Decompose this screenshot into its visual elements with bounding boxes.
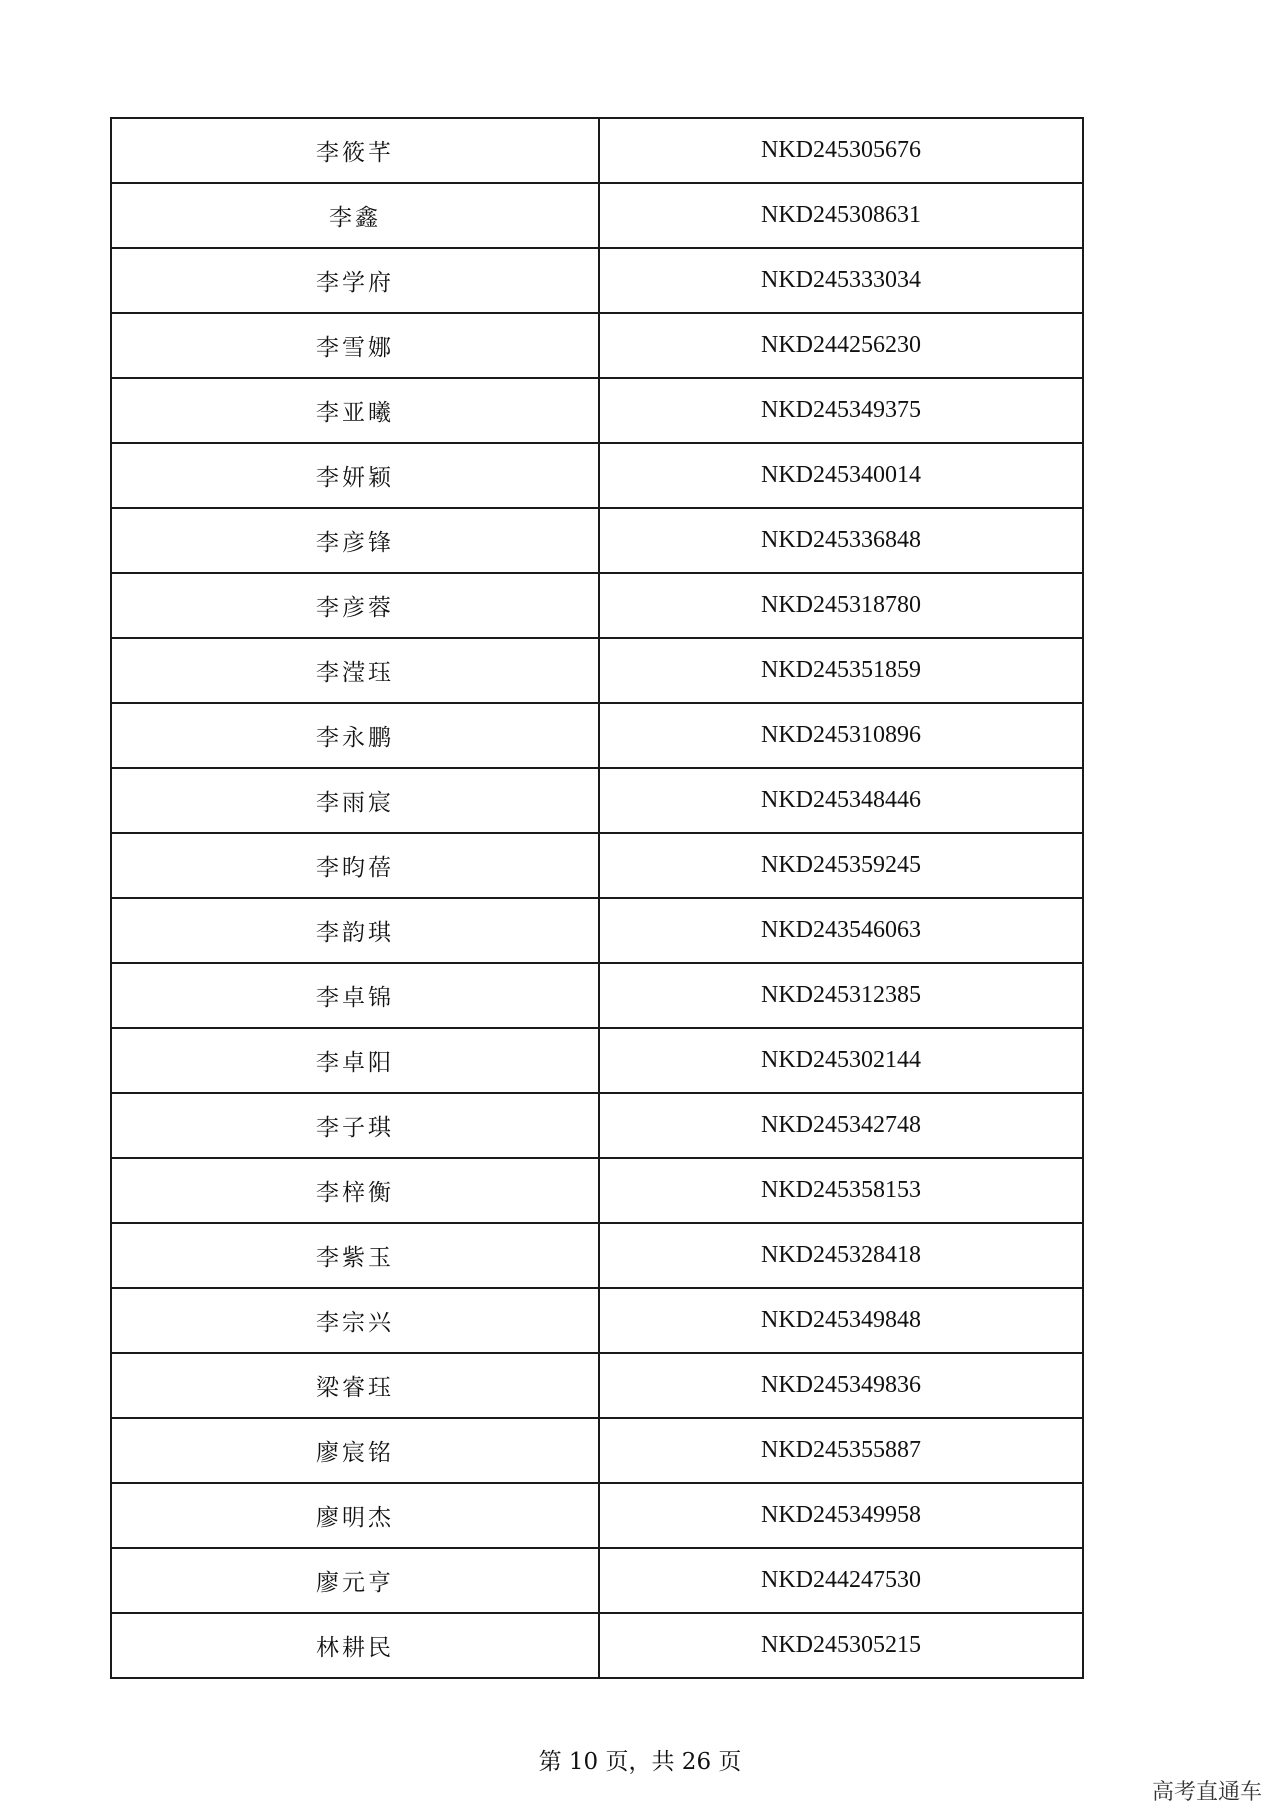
id-cell: NKD245351859 (599, 638, 1083, 703)
id-cell: NKD245318780 (599, 573, 1083, 638)
id-cell: NKD245310896 (599, 703, 1083, 768)
name-cell: 李雨宸 (111, 768, 599, 833)
table-row (111, 508, 1083, 573)
table-row (111, 248, 1083, 313)
table-row (111, 703, 1083, 768)
page-number-text: 第 10 页，共 26 页 (538, 1749, 742, 1775)
table-row (111, 768, 1083, 833)
table-row (111, 573, 1083, 638)
name-cell: 李梓衡 (111, 1158, 599, 1223)
table-row (111, 443, 1083, 508)
table-row (111, 118, 1083, 183)
id-cell: NKD245355887 (599, 1418, 1083, 1483)
name-cell: 李学府 (111, 248, 599, 313)
id-cell: NKD245302144 (599, 1028, 1083, 1093)
name-cell: 林耕民 (111, 1613, 599, 1678)
watermark-text: 高考直通车 (1151, 1780, 1262, 1805)
id-cell: NKD245342748 (599, 1093, 1083, 1158)
table-row (111, 638, 1083, 703)
name-cell: 李宗兴 (111, 1288, 599, 1353)
name-cell: 李永鹏 (111, 703, 599, 768)
name-cell: 梁睿珏 (111, 1353, 599, 1418)
id-cell: NKD245358153 (599, 1158, 1083, 1223)
id-cell: NKD245308631 (599, 183, 1083, 248)
table-row (111, 898, 1083, 963)
name-cell: 李鑫 (111, 183, 599, 248)
table-row (111, 833, 1083, 898)
id-cell: NKD245349836 (599, 1353, 1083, 1418)
table-row (111, 1158, 1083, 1223)
name-cell: 廖宸铭 (111, 1418, 599, 1483)
id-cell: NKD245328418 (599, 1223, 1083, 1288)
table-row (111, 1418, 1083, 1483)
name-cell: 李雪娜 (111, 313, 599, 378)
table-row (111, 183, 1083, 248)
table-row (111, 1613, 1083, 1678)
id-cell: NKD244256230 (599, 313, 1083, 378)
name-cell: 李紫玉 (111, 1223, 599, 1288)
id-cell: NKD244247530 (599, 1548, 1083, 1613)
name-cell: 李昀蓓 (111, 833, 599, 898)
table-row (111, 1548, 1083, 1613)
name-cell: 李筱芊 (111, 118, 599, 183)
id-cell: NKD245312385 (599, 963, 1083, 1028)
name-cell: 李卓阳 (111, 1028, 599, 1093)
id-cell: NKD245348446 (599, 768, 1083, 833)
id-cell: NKD245305215 (599, 1613, 1083, 1678)
name-cell: 李彦锋 (111, 508, 599, 573)
table-row (111, 1483, 1083, 1548)
name-cell: 李韵琪 (111, 898, 599, 963)
table-row (111, 1353, 1083, 1418)
table-row (111, 1028, 1083, 1093)
name-cell: 李卓锦 (111, 963, 599, 1028)
id-cell: NKD245349375 (599, 378, 1083, 443)
table-row (111, 313, 1083, 378)
id-cell: NKD245340014 (599, 443, 1083, 508)
name-cell: 李彦蓉 (111, 573, 599, 638)
table-row (111, 1223, 1083, 1288)
id-cell: NKD245349958 (599, 1483, 1083, 1548)
id-cell: NKD245333034 (599, 248, 1083, 313)
table-row (111, 1093, 1083, 1158)
table-row (111, 1288, 1083, 1353)
id-cell: NKD245359245 (599, 833, 1083, 898)
id-cell: NKD245349848 (599, 1288, 1083, 1353)
name-cell: 廖明杰 (111, 1483, 599, 1548)
id-cell: NKD245305676 (599, 118, 1083, 183)
table-row (111, 963, 1083, 1028)
page-number-footer (0, 1743, 1280, 1776)
name-cell: 李滢珏 (111, 638, 599, 703)
id-cell: NKD243546063 (599, 898, 1083, 963)
name-cell: 李亚曦 (111, 378, 599, 443)
name-cell: 李子琪 (111, 1093, 599, 1158)
roster-table (110, 117, 1084, 1679)
name-cell: 廖元亨 (111, 1548, 599, 1613)
id-cell: NKD245336848 (599, 508, 1083, 573)
roster-table-body (111, 118, 1083, 1678)
table-row (111, 378, 1083, 443)
name-cell: 李妍颖 (111, 443, 599, 508)
